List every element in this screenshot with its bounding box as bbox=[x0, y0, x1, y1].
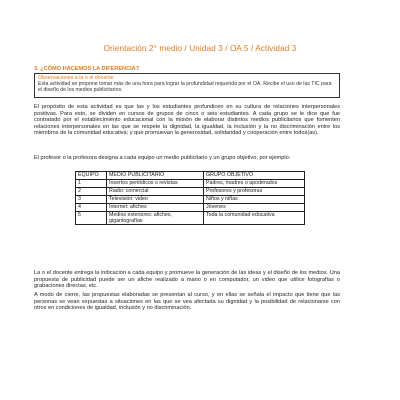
observations-text: Esta actividad se propone tomar más de una hora para lograr la profundidad requerida por el OA. Recibe el uso de las TIC para el diseño de los medios publicitarios. bbox=[38, 81, 332, 94]
team-cell: 5 bbox=[76, 212, 107, 225]
target-cell: Niños y niñas bbox=[204, 196, 305, 204]
page-title: Orientación 2° medio / Unidad 3 / OA 5 / Actividad 3 bbox=[103, 44, 297, 53]
header-medium: MEDIO PUBLICITARIO bbox=[107, 172, 204, 180]
assignment-table bbox=[75, 171, 305, 225]
target-cell: Profesores y profesoras bbox=[204, 188, 305, 196]
table-row bbox=[76, 196, 305, 204]
team-cell: 4 bbox=[76, 204, 107, 212]
medium-cell: Internet: afiches bbox=[107, 204, 204, 212]
closing-paragraph: A modo de cierre, las propuestas elaboradas se presentan al curso, y en ellas se señala el impacto que tiene que las personas se vean expuestas a situaciones en las que se vea afectada su dignidad y la posibilidad de relacionarse con otros en condiciones de igualdad, inclusión y no discriminación. bbox=[34, 292, 340, 312]
target-cell: Padres, madres o apoderados bbox=[204, 180, 305, 188]
purpose-paragraph: El propósito de esta actividad es que las y los estudiantes profundicen en su cultura de relaciones interpersonales positivas. Para esto, se dividen en cursos de grupos de cinco o seis estudiantes. A cada grupo se le dice que fue contratado por el establecimiento educacional con la misión de elaborar distintos medios publicitarios que fomenten relaciones interpersonales en las que se respete la dignidad, la igualdad, la inclusión y la no discriminación entre los miembros de la comunidad educativa; y que promuevan la generosidad, solidaridad y cooperación entre todos(as). bbox=[34, 104, 340, 137]
section-heading: 3. ¿CÓMO HACEMOS LA DIFERENCIA? bbox=[34, 66, 140, 72]
table-header-row bbox=[76, 172, 305, 180]
development-paragraph: La o el docente entrega la indicación a cada equipo y promueve la generación de las ideas y el diseño de los medios. Una propuesta de publicidad puede ser un afiche realizado a mano o en computador, un video que utilice fotografías o grabaciones directas, etc. bbox=[34, 270, 340, 290]
target-cell: Jóvenes bbox=[204, 204, 305, 212]
target-cell: Toda la comunidad educativa bbox=[204, 212, 305, 225]
table-row bbox=[76, 204, 305, 212]
team-cell: 3 bbox=[76, 196, 107, 204]
medium-cell: Radio: comercial bbox=[107, 188, 204, 196]
team-cell: 2 bbox=[76, 188, 107, 196]
header-target: GRUPO OBJETIVO bbox=[204, 172, 305, 180]
observations-title: Observaciones a la o el docente bbox=[38, 75, 114, 81]
table-row bbox=[76, 212, 305, 225]
team-cell: 1 bbox=[76, 180, 107, 188]
medium-cell: Medios exteriores: afiches, gigantografías bbox=[107, 212, 204, 225]
header-team: EQUIPO bbox=[76, 172, 107, 180]
medium-cell: Televisión: video bbox=[107, 196, 204, 204]
table-row bbox=[76, 180, 305, 188]
instruction-paragraph: El profesor o la profesora designa a cada equipo un medio publicitario y un grupo objetivo, por ejemplo: bbox=[34, 155, 291, 161]
table-row bbox=[76, 188, 305, 196]
observations-box bbox=[34, 73, 340, 98]
medium-cell: Insertos periódicos o revistas bbox=[107, 180, 204, 188]
